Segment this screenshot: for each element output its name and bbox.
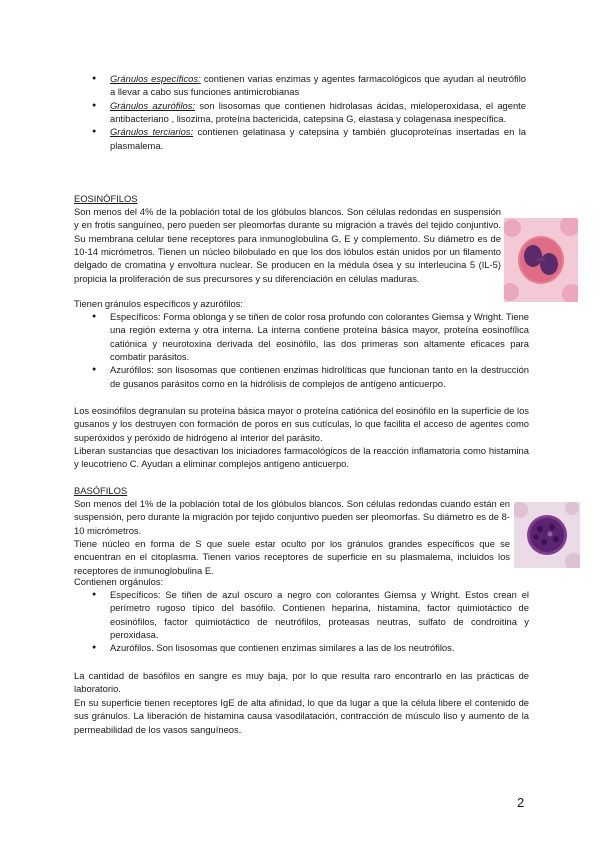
item-text: contienen gelatinasa y catepsina y también glucoproteínas insertadas en la plasmalema. [110,126,526,151]
eosinophils-intro: Son menos del 4% de la población total de los glóbulos blancos. Son células redondas en suspensión y en frotis sanguíneo, pero pueden ser pleomorfas durante su migración a través del tejido conjuntivo. Su membrana celular tiene receptores para inmunoglobulina G, E y complemento. Su diámetro es de 10-14 micrómetros. Tienen un núcleo bilobulado en que los dos lóbulos están unidos por un filamento delgado de cromatina y envoltura nuclear. Se producen en la médula ósea y su interleucina 5 (IL-5) propicia la proliferación de sus precursores y su diferenciación en células maduras. [74,206,501,284]
item-text: contienen varias enzimas y agentes farmacológicos que ayudan al neutrófilo a llevar a cabo sus funciones antimicrobianas [110,73,526,98]
eosinophils-paragraph: Los eosinófilos degranulan su proteína básica mayor o proteína catiónica del eosinófilo en la superficie de los gusanos y los destruyen con formación de poros en sus cutículas, lo que facilita el acceso de agentes como superóxidos y peróxido de hidrógeno al interior del parásito. [74,405,529,443]
basophils-nucleus: Tiene núcleo en forma de S que suele estar oculto por los gránulos grandes específicos que se encuentran en el citoplasma. Tienen varios receptores de superficie en su plasmalema, incluidos los receptores de inmunoglobulina E. [74,538,510,576]
term: Gránulos azurófilos: [110,99,196,111]
list-item [74,125,526,152]
list-item [74,72,526,99]
list-item: ● Específicos: Se tiñen de azul oscuro a negro con colorantes Giemsa y Wright. Estos crean el perímetro rugoso típico del basófilo. Contienen heparina, histamina, factor quimiotáctico de eosinófilos, factor quimiotáctico de neutrófilos, proteasas neutras, sulfato de condroitina y peroxidasa. [74,588,529,641]
page-number: 2 [517,795,525,810]
term: Gránulos específicos: [110,73,201,84]
eosinophils-granules-label: Tienen gránulos específicos y azurófilos: [74,298,244,309]
list-item [74,99,526,126]
basophils-paragraph: La cantidad de basófilos en sangre es muy baja, por lo que resulta raro encontrarlo en las prácticas de laboratorio. [74,670,529,695]
granule-type-list [74,72,526,152]
list-item: ● Azurófilos. Son lisosomas que contienen enzimas similares a las de los neutrófilos. [74,641,529,654]
basophil-organules-list [74,588,529,655]
section-title-eosinophils: EOSINÓFILOS [74,193,138,204]
eosinophil-micrograph [504,218,578,302]
list-item: ● Azurófilos: son lisosomas que contienen enzimas hidrolíticas que funcionan tanto en la destrucción de gusanos parásitos como en la hidrólisis de complejos de antígeno anticuerpo. [74,363,529,390]
eosinophil-granules-list [74,310,529,390]
section-title-basophils: BASÓFILOS [74,485,128,496]
basophils-intro: Son menos del 1% de la población total de los glóbulos blancos. Son células redondas cuando están en suspensión, pero durante la migración por tejido conjuntivo pueden ser pleomorfas. Su diámetro es de 8-10 micrómetros. [74,498,510,536]
basophils-paragraph: En su superficie tienen receptores IgE de alta afinidad, lo que da lugar a que la célula libere el contenido de sus gránulos. La liberación de histamina causa vasodilatación, contracción de músculo liso y aumento de la permeabilidad de los vasos sanguíneos. [74,697,529,735]
item-text: son lisosomas que contienen hidrolasas ácidas, mieloperoxidasa, el agente antibacteriano , lisozima, proteína bactericida, catepsina G, elastasa y colagenasa inespecífica. [110,99,526,125]
eosinophils-paragraph: Liberan sustancias que desactivan los iniciadores farmacológicos de la reacción inflamatoria como histamina y leucotrieno C. Ayudan a eliminar complejos antígeno anticuerpo. [74,445,529,470]
basophil-micrograph [514,502,580,568]
basophils-organules-label: Contienen orgánulos: [74,576,164,587]
list-item: ● Específicos: Forma oblonga y se tiñen de color rosa profundo con colorantes Giemsa y Wright. Tiene una región externa y otra interna. La interna contiene proteína básica mayor, proteína eosinofílica catiónica y neurotoxina derivada del eosinófilo, las dos primeras son altamente eficaces para combatir parásitos. [74,310,529,363]
term: Gránulos terciarios: [110,126,194,138]
